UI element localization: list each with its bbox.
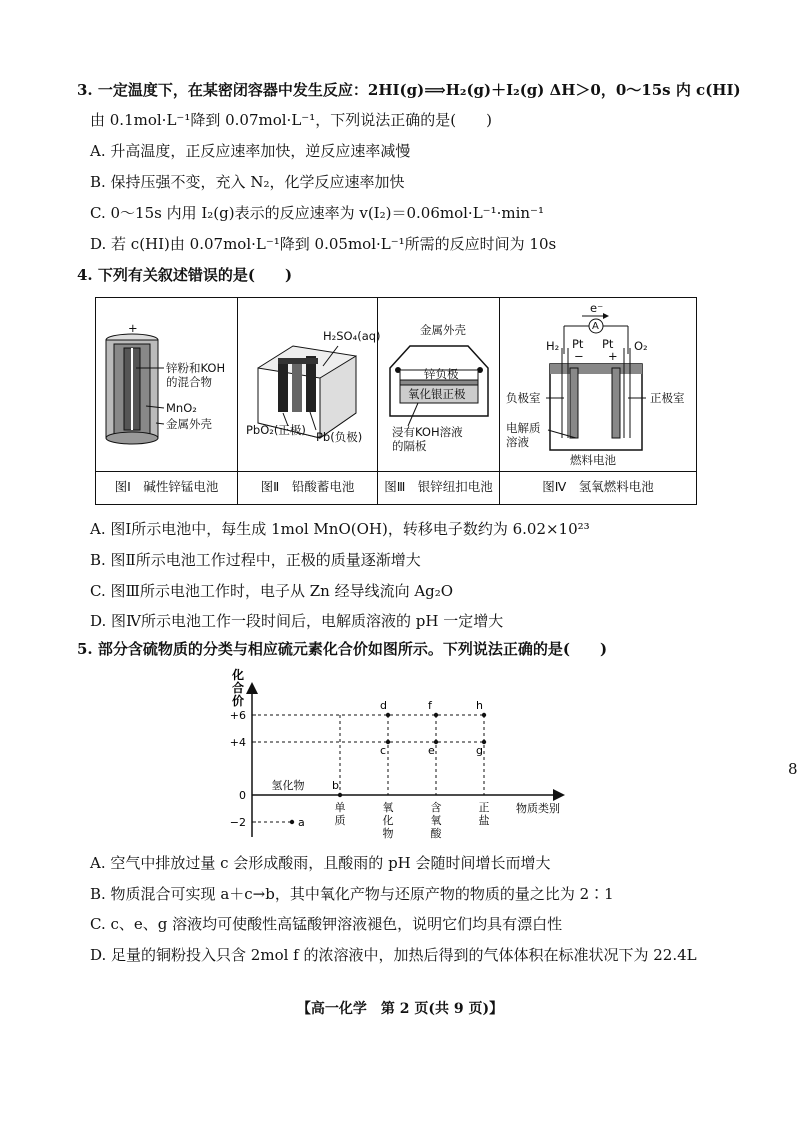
fig1-label-zn: 锌粉和KOH [166,361,226,375]
fig4-label-o2: O₂ [634,339,648,353]
fig3-label-shell: 金属外壳 [420,323,466,337]
fig2-lead-acid-battery-drawing [238,298,378,473]
fig4-ammeter-label: A [592,321,599,332]
fig4-caption: 图Ⅳ 氢氧燃料电池 [500,471,696,504]
x-category-label-char: 酸 [430,827,442,840]
q3-stem-line2: 由 0.1mol·L⁻¹降到 0.07mol·L⁻¹，下列说法正确的是( ) [90,111,492,129]
data-point-c [386,740,390,744]
q4-option-a: A. 图Ⅰ所示电池中，每生成 1mol MnO(OH)，转移电子数约为 6.02×10²³ [90,520,590,538]
q3-option-b: B. 保持压强不变，充入 N₂，化学反应速率加快 [90,173,405,191]
fig1-label-zn2: 的混合物 [166,375,212,389]
q5-option-c: C. c、e、g 溶液均可使酸性高锰酸钾溶液褪色，说明它们均具有漂白性 [90,915,563,933]
x-category-label-char: 正 [478,801,490,814]
data-point-label-c: c [380,744,387,757]
fig1-plus-sign: + [128,321,138,335]
data-point-b [338,793,342,797]
x-category-label-char: 氧 [382,801,394,814]
q3-option-d: D. 若 c(HI)由 0.07mol·L⁻¹降到 0.05mol·L⁻¹所需的反应时间为 10s [90,235,557,253]
fig4-label-electrolyte2: 溶液 [506,435,529,449]
fig3-label-sep2: 的隔板 [392,439,427,453]
x-category-label-char: 单 [334,801,346,814]
x-category-label-char: 物 [382,827,394,840]
page-footer: 【高一化学 第 2 页(共 9 页)】 [296,1001,504,1017]
fig4-cell [500,298,696,504]
fig4-label-pt-right: Pt [602,337,614,351]
fig4-label-pos-chamber: 正极室 [650,391,685,405]
x-category-label: 氢化物 [271,779,305,792]
x-category-label-char: 质 [334,814,346,827]
data-point-label-e: e [428,744,435,757]
q5-option-a: A. 空气中排放过量 c 会形成酸雨，且酸雨的 pH 会随时间增长而增大 [90,854,551,872]
fig2-label-pb: Pb(负极) [316,430,363,444]
fig4-label-minus: − [574,349,584,363]
x-category-label-char: 化 [382,814,394,827]
y-tick-label: +6 [229,709,246,722]
y-tick-label: 0 [239,789,246,802]
data-point-label-d: d [380,699,387,712]
x-category-label-char: 含 [430,801,442,814]
fig1-label-mno2: MnO₂ [166,401,197,415]
data-point-label-b: b [332,779,339,792]
x-axis-label: 物质类别 [516,802,560,815]
q5-option-b: B. 物质混合可实现 a＋c→b，其中氧化产物与还原产物的物质的量之比为 2∶1 [90,885,614,903]
fig3-caption: 图Ⅲ 银锌纽扣电池 [378,471,499,504]
y-axis-label-char: 化 [232,668,245,682]
fig2-caption: 图Ⅱ 铅酸蓄电池 [238,471,377,504]
fig3-label-ag: 氧化银正极 [408,387,466,401]
fig3-cell [378,298,500,504]
data-point-f [434,713,438,717]
data-point-label-g: g [476,744,483,757]
q5-option-d: D. 足量的铜粉投入只含 2mol f 的浓溶液中，加热后得到的气体体积在标准状况下为 22.4L [90,946,697,964]
x-category-label-char: 盐 [478,814,490,827]
fig1-label-shell: 金属外壳 [166,417,212,431]
battery-figure-panel [95,297,697,505]
x-category-label-char: 氧 [430,814,442,827]
y-axis-label-char: 价 [232,694,245,708]
y-tick-label: −2 [229,816,246,829]
fig4-label-electron: e⁻ [590,301,604,315]
q3-option-c: C. 0～15s 内用 I₂(g)表示的反应速率为 v(I₂)＝0.06mol·L⁻¹·min⁻¹ [90,204,544,222]
fig4-label-h2: H₂ [546,339,560,353]
fig4-label-plus: + [608,349,618,363]
fig2-cell [238,298,381,504]
fig3-label-zn: 锌负极 [424,367,459,381]
data-point-label-a: a [298,816,305,829]
q4-option-d: D. 图Ⅳ所示电池工作一段时间后，电解质溶液的 pH 一定增大 [90,612,504,630]
data-point-h [482,713,486,717]
fig4-label-electrolyte1: 电解质 [506,421,541,435]
fig2-label-acid: H₂SO₄(aq) [323,329,381,343]
fig4-label-fuel-cell: 燃料电池 [570,453,616,467]
y-tick-label: +4 [229,736,246,749]
q4-stem: 4. 下列有关叙述错误的是( ) [77,266,293,284]
margin-mark: 8 [788,760,798,778]
q3-option-a: A. 升高温度，正反应速率加快，逆反应速率减慢 [90,142,411,160]
q4-option-c: C. 图Ⅲ所示电池工作时，电子从 Zn 经导线流向 Ag₂O [90,582,454,600]
fig4-label-neg-chamber: 负极室 [506,391,541,405]
data-point-a [290,820,294,824]
fig1-caption: 图Ⅰ 碱性锌锰电池 [96,471,237,504]
q4-option-b: B. 图Ⅱ所示电池工作过程中，正极的质量逐渐增大 [90,551,421,569]
data-point-label-f: f [428,699,432,712]
y-axis-label-char: 合 [232,681,245,695]
data-point-d [386,713,390,717]
q5-stem: 5. 部分含硫物质的分类与相应硫元素化合价如图所示。下列说法正确的是( ) [77,640,608,658]
fig2-label-pbo2: PbO₂(正极) [246,423,306,437]
sulfur-valence-chart [212,665,572,845]
fig1-cell [96,298,238,504]
fig4-label-pt-left: Pt [572,337,584,351]
data-point-label-h: h [476,699,483,712]
q3-stem-line1: 3. 一定温度下，在某密闭容器中发生反应：2HI(g)⟹H₂(g)＋I₂(g) ΔH＞0，0～15s 内 c(HI) [77,81,741,99]
fig3-label-sep1: 浸有KOH溶液 [392,425,463,439]
